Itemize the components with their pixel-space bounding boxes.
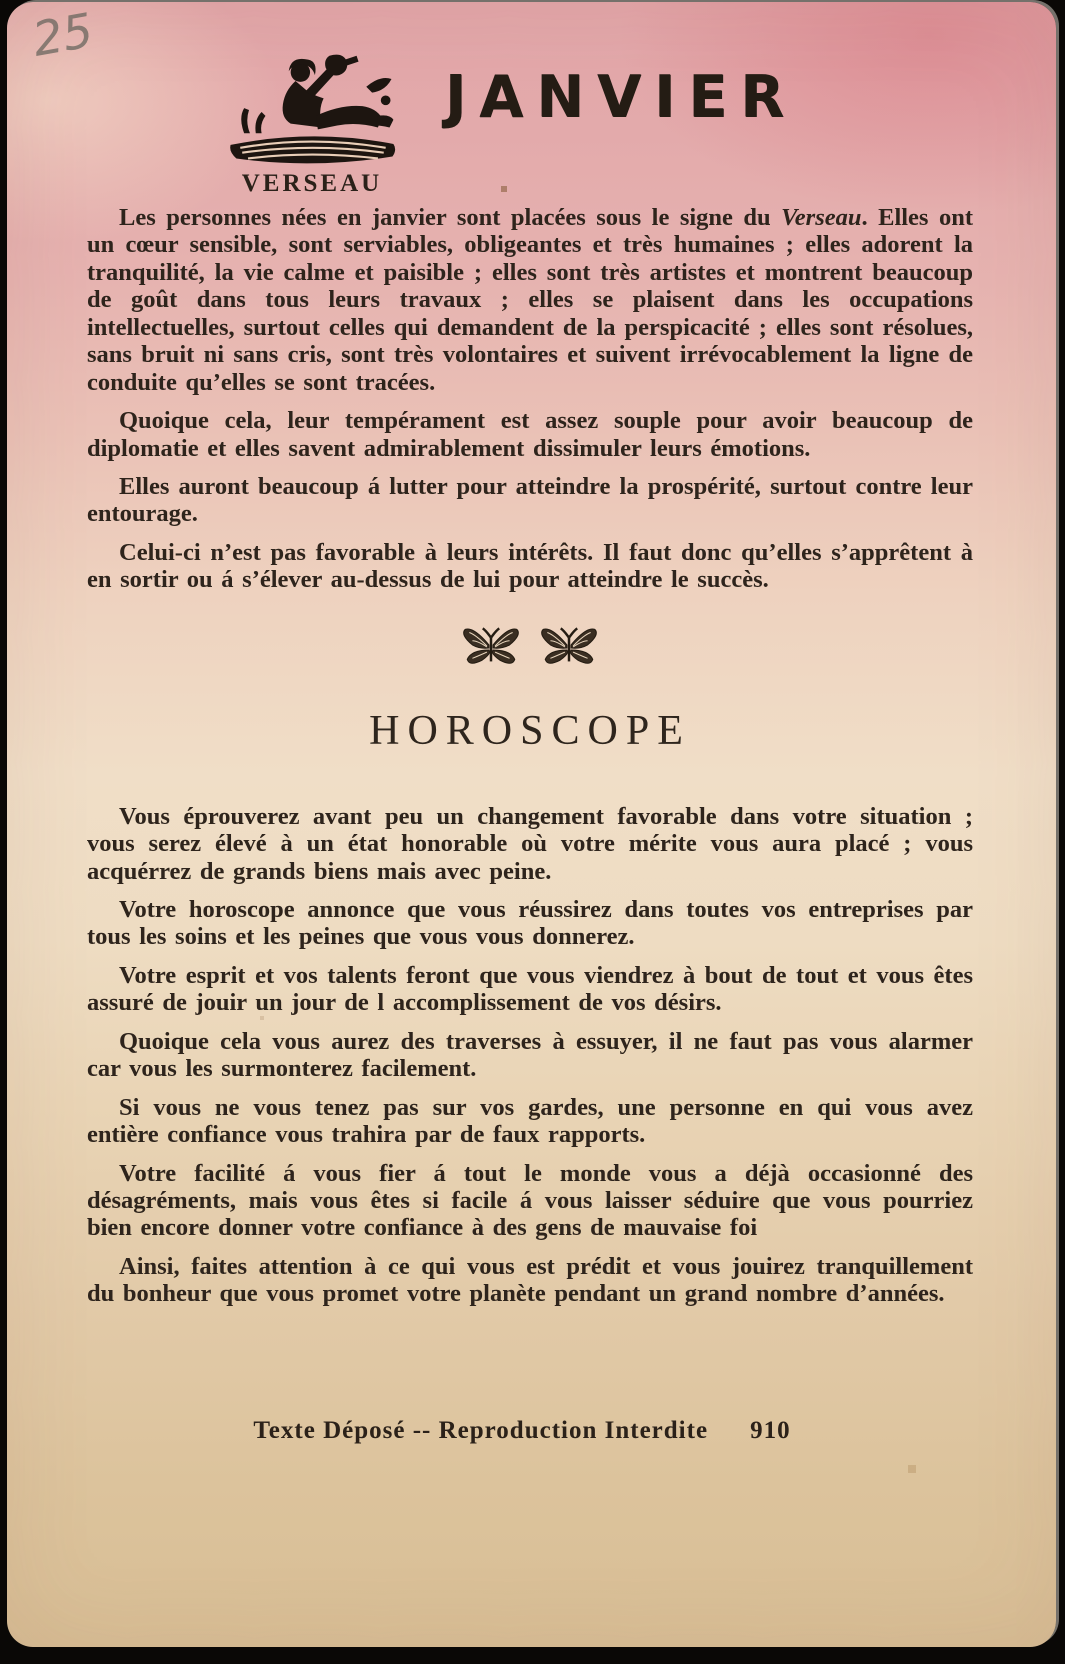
- horoscope-paragraph: Quoique cela vous aurez des traverses à essuyer, il ne faut pas vous alarmer car vous les surmonterez facilement.: [87, 1027, 973, 1083]
- intro-p1-lead: Les personnes nées en janvier sont placées sous le signe du: [119, 204, 782, 231]
- intro-paragraph: Elles auront beaucoup á lutter pour atteindre la prospérité, surtout contre leur entourage.: [87, 472, 973, 528]
- horoscope-paragraph: Ainsi, faites attention à ce qui vous est prédit et vous jouirez tranquillement du bonheur que vous promet votre planète pendant un grand nombre d’années.: [87, 1252, 973, 1308]
- intro-p1-rest: . Elles ont un cœur sensible, sont serviables, obligeantes et très humaines ; elles adorent la tranquilité, la vie calme et paisible ; elles sont très artistes et montrent beaucoup de goût dans tous leurs travaux ; elles se plaisent dans les occupations intellectuelles, surtout celles qui demandent de la perspicacité ; elles sont résolues, sans bruit ni sans cris, sont très volontaires et suivent irrévocablement la ligne de conduite qu’elles se sont tracées.: [87, 204, 973, 396]
- horoscope-paragraph: Votre esprit et vos talents feront que vous viendrez à bout de tout et vous êtes assuré de jouir un jour de l accomplissement de vos désirs.: [87, 961, 973, 1017]
- aquarius-woodcut-icon: [212, 48, 412, 174]
- horoscope-paragraph: Votre horoscope annonce que vous réussirez dans toutes vos entreprises par tous les soins et les peines que vous vous donnerez.: [87, 896, 973, 951]
- series-number: 910: [750, 1417, 791, 1444]
- zodiac-label: VERSEAU: [241, 170, 383, 197]
- footer: [7, 1417, 1037, 1445]
- intro-paragraph: [87, 204, 973, 396]
- horoscope-paragraph: Vous éprouverez avant peu un changement favorable dans votre situation ; vous serez élevé à un état honorable où votre mérite vous aura placé ; vous acquérrez de grands biens mais avec peine.: [87, 802, 973, 885]
- horoscope-heading: HOROSCOPE: [369, 707, 691, 754]
- handwritten-number: 25: [28, 3, 98, 68]
- horoscope-paragraph: Si vous ne vous tenez pas sur vos gardes, une personne en qui vous avez entière confiance vous trahira par de faux rapports.: [87, 1093, 973, 1149]
- butterfly-icon: [459, 624, 523, 672]
- zodiac-word: Verseau: [781, 204, 862, 231]
- horoscope-section: [87, 803, 973, 1308]
- intro-paragraph: Quoique cela, leur tempérament est assez souple pour avoir beaucoup de diplomatie et elles savent admirablement dissimuler leurs émotions.: [87, 407, 973, 462]
- butterfly-ornament: [87, 624, 973, 677]
- postcard: [7, 2, 1056, 1647]
- intro-paragraph: Celui-ci n’est pas favorable à leurs intérêts. Il faut donc qu’elles s’apprêtent à en sortir ou á s’élever au-dessus de lui pour atteindre le succès.: [87, 538, 973, 594]
- horoscope-paragraph: Votre facilité á vous fier á tout le monde vous a déjà occasionné des désagréments, mais vous êtes si facile á vous laisser séduire que vous pourriez bien encore donner votre confiance à des gens de mauvaise foi: [87, 1159, 973, 1242]
- butterfly-icon: [537, 624, 601, 672]
- copyright-notice: Texte Déposé -- Reproduction Interdite: [253, 1417, 709, 1444]
- page-title: JANVIER: [445, 63, 798, 131]
- card-text: [87, 204, 973, 1319]
